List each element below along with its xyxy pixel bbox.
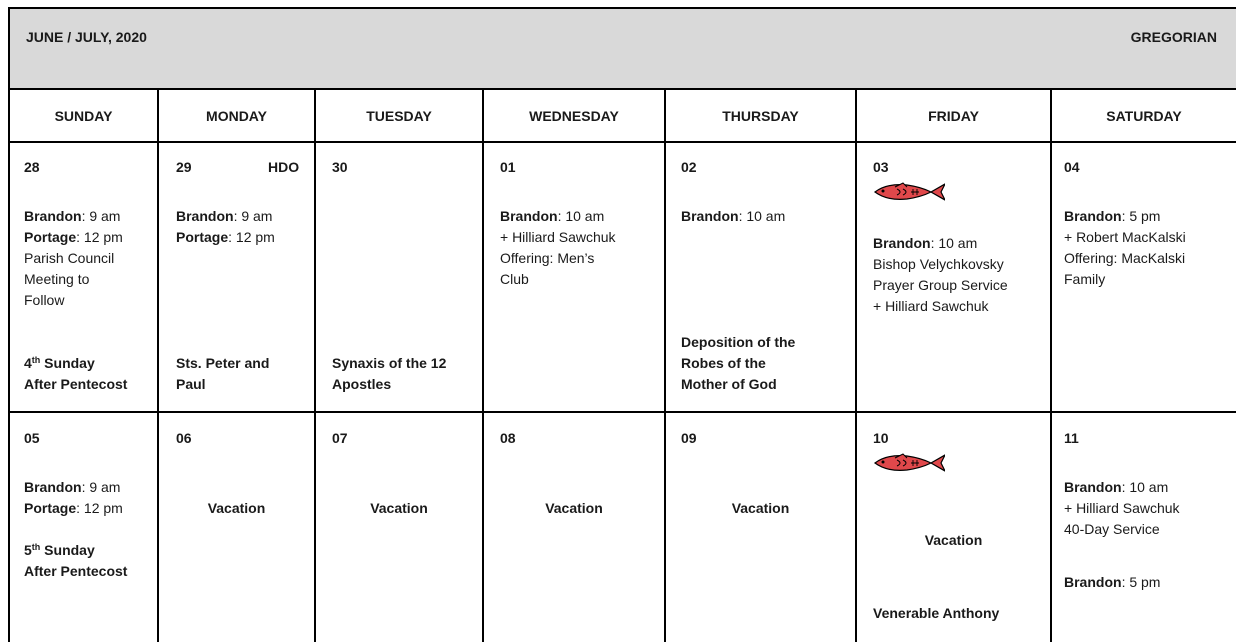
grid-line <box>482 88 484 642</box>
vacation-note: Vacation <box>924 532 983 548</box>
date-number: 28 <box>24 159 40 175</box>
event-line: Club <box>500 271 529 287</box>
date-number: 04 <box>1064 159 1080 175</box>
date-number: 08 <box>500 430 516 446</box>
grid-line <box>1050 88 1052 642</box>
grid-line <box>855 88 857 642</box>
date-number: 09 <box>681 430 697 446</box>
feast-line: Sts. Peter and <box>176 355 270 371</box>
service-line: Brandon: 10 am <box>873 235 978 251</box>
service-line: Brandon: 9 am <box>176 208 273 224</box>
date-number: 30 <box>332 159 348 175</box>
grid-line <box>157 88 159 642</box>
event-line: + Hilliard Sawchuk <box>1064 500 1180 516</box>
date-number: 10 <box>873 430 889 446</box>
event-line: Family <box>1064 271 1106 287</box>
feast-line: 5th Sunday <box>24 542 95 558</box>
service-line: Portage: 12 pm <box>24 500 123 516</box>
event-line: Meeting to <box>24 271 90 287</box>
day-header-tuesday: TUESDAY <box>366 108 432 124</box>
grid-line <box>314 88 316 642</box>
day-header-friday: FRIDAY <box>928 108 979 124</box>
date-number: 01 <box>500 159 516 175</box>
calendar-title: JUNE / JULY, 2020 <box>26 29 147 45</box>
service-line: Brandon: 9 am <box>24 208 121 224</box>
feast-line: Mother of God <box>681 376 777 392</box>
fish-icon <box>873 452 945 474</box>
feast-line: After Pentecost <box>24 563 128 579</box>
grid-line <box>664 88 666 642</box>
feast-line: After Pentecost <box>24 376 128 392</box>
vacation-note: Vacation <box>370 500 428 516</box>
calendar-header <box>9 8 1236 88</box>
feast-line: Robes of the <box>681 355 766 371</box>
event-line: Offering: Men’s <box>500 250 595 266</box>
feast-line: Paul <box>176 376 206 392</box>
date-number: 02 <box>681 159 697 175</box>
service-line: Brandon: 9 am <box>24 479 121 495</box>
service-line: Portage: 12 pm <box>24 229 123 245</box>
vacation-note: Vacation <box>207 500 266 516</box>
service-line: Brandon: 10 am <box>681 208 786 224</box>
service-line: Portage: 12 pm <box>176 229 275 245</box>
date-number: 05 <box>24 430 40 446</box>
event-line: + Robert MacKalski <box>1064 229 1186 245</box>
event-line: Bishop Velychkovsky <box>873 256 1004 272</box>
fish-icon <box>873 181 945 203</box>
feast-line: Deposition of the <box>681 334 796 350</box>
service-line: Brandon: 5 pm <box>1064 574 1161 590</box>
event-line: + Hilliard Sawchuk <box>873 298 989 314</box>
event-line: 40-Day Service <box>1064 521 1160 537</box>
date-number: 11 <box>1064 430 1079 446</box>
day-header-sunday: SUNDAY <box>54 108 113 124</box>
feast-line: Apostles <box>332 376 392 392</box>
feast-line: Synaxis of the 12 <box>332 355 447 371</box>
vacation-note: Vacation <box>545 500 603 516</box>
date-number: 03 <box>873 159 889 175</box>
day-header-saturday: SATURDAY <box>1106 108 1182 124</box>
feast-line: Venerable Anthony <box>873 605 1000 621</box>
date-number: 06 <box>176 430 192 446</box>
service-line: Brandon: 5 pm <box>1064 208 1161 224</box>
vacation-note: Vacation <box>731 500 790 516</box>
calendar-type-label: GREGORIAN <box>1130 29 1217 45</box>
grid-line <box>8 7 10 642</box>
day-header-monday: MONDAY <box>206 108 267 124</box>
service-line: Brandon: 10 am <box>1064 479 1169 495</box>
grid-line <box>8 7 1236 9</box>
service-line: Brandon: 10 am <box>500 208 605 224</box>
date-number: 07 <box>332 430 348 446</box>
event-line: Parish Council <box>24 250 115 266</box>
day-header-wednesday: WEDNESDAY <box>529 108 619 124</box>
event-line: + Hilliard Sawchuk <box>500 229 616 245</box>
day-header-thursday: THURSDAY <box>722 108 799 124</box>
event-line: Offering: MacKalski <box>1064 250 1186 266</box>
holy-day-tag: HDO <box>268 159 300 175</box>
date-number: 29 <box>176 159 192 175</box>
feast-line: 4th Sunday <box>24 355 95 371</box>
event-line: Follow <box>24 292 65 308</box>
event-line: Prayer Group Service <box>873 277 1008 293</box>
